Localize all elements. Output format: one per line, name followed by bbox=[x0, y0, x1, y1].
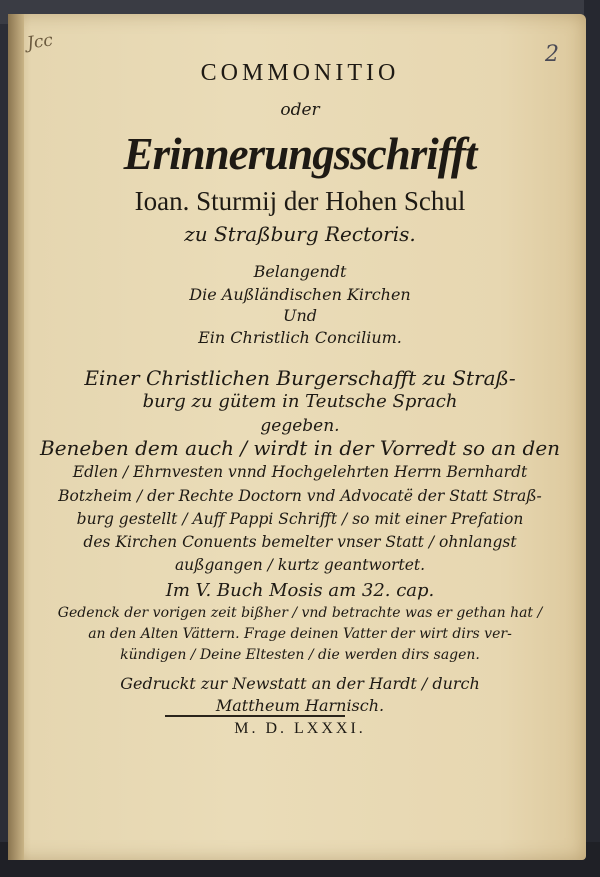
subject-line: Belangendt bbox=[253, 262, 347, 281]
divider-rule bbox=[165, 715, 345, 717]
dedication-line: gegeben. bbox=[260, 416, 340, 436]
subject-line: Ein Christlich Concilium. bbox=[198, 328, 402, 347]
title-line-1: COMMONITIO bbox=[200, 60, 400, 86]
margin-note-page-number: 2 bbox=[545, 42, 559, 67]
imprint-line: Gedruckt zur Newstatt an der Hardt / durch bbox=[120, 674, 480, 693]
dedication-line: Einer Christlichen Burgerschafft zu Straß- bbox=[84, 366, 516, 390]
scripture-line: kündigen / Deine Eltesten / die werden dirs sagen. bbox=[120, 647, 480, 663]
subject-line: Und bbox=[282, 306, 318, 325]
imprint-line: Mattheum Harnisch. bbox=[215, 696, 385, 715]
body-line: burg gestellt / Auff Pappi Schrifft / so mit einer Prefation bbox=[76, 510, 524, 528]
title-author-place: zu Straßburg Rectoris. bbox=[184, 222, 416, 246]
body-line: Edlen / Ehrnvesten vnnd Hochgelehrten Herrn Bernhardt bbox=[72, 463, 528, 481]
body-line: Botzheim / der Rechte Doctorn vnd Advocatë der Statt Straß- bbox=[58, 487, 542, 505]
dedication-line: burg zu gütem in Teutsche Sprach bbox=[142, 391, 458, 412]
body-line: Beneben dem auch / wirdt in der Vorredt so an den bbox=[40, 436, 561, 460]
publication-year: M. D. LXXXI. bbox=[234, 720, 366, 737]
subject-line: Die Außländischen Kirchen bbox=[189, 285, 411, 304]
margin-note-left: Jcc bbox=[25, 30, 55, 54]
title-main: Erinnerungsschrifft bbox=[123, 129, 477, 179]
scripture-line: Gedenck der vorigen zeit bißher / vnd betrachte was er gethan hat / bbox=[57, 605, 543, 621]
title-author: Ioan. Sturmij der Hohen Schul bbox=[134, 186, 466, 216]
page-gutter bbox=[8, 14, 24, 860]
body-line: des Kirchen Conuents bemelter vnser Statt / ohnlangst bbox=[83, 533, 517, 551]
scripture-line: an den Alten Vättern. Frage deinen Vatter der wirt dirs ver- bbox=[88, 626, 512, 642]
title-line-2: oder bbox=[280, 100, 320, 120]
body-line: außgangen / kurtz geantwortet. bbox=[174, 556, 426, 574]
scan-background-right bbox=[584, 0, 600, 877]
scripture-reference: Im V. Buch Mosis am 32. cap. bbox=[165, 580, 435, 601]
